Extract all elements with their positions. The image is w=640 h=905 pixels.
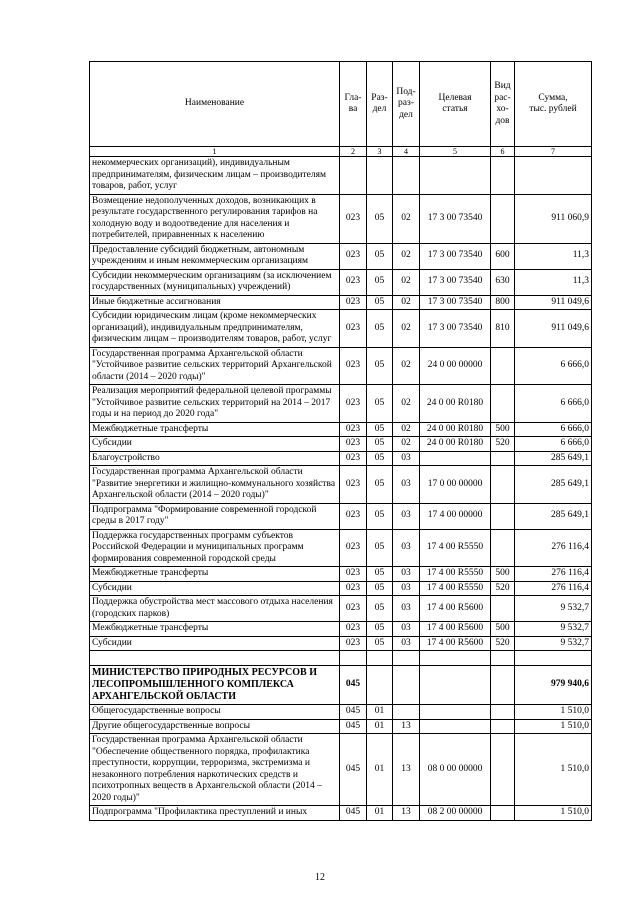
row-sum: 1 510,0 [515,705,592,720]
header-podrazdel: Под- раз- дел [393,62,420,147]
row-vid: 600 [491,243,515,269]
column-number-row [90,147,592,157]
row-target [420,451,491,466]
row-vid: 800 [491,295,515,310]
row-vid [491,347,515,385]
table-row [90,194,592,243]
row-podrazdel: 02 [393,437,420,452]
row-glava: 023 [340,194,367,243]
row-glava: 045 [340,806,367,821]
row-name: Иные бюджетные ассигнования [90,295,340,310]
row-target [420,719,491,734]
table-row [90,243,592,269]
row-target: 17 3 00 73540 [420,269,491,295]
row-vid: 520 [491,636,515,651]
row-vid: 520 [491,437,515,452]
row-sum: 911 060,9 [515,194,592,243]
row-razdel: 05 [367,596,393,622]
row-name: Государственная программа Архангельской области "Устойчивое развитие сельских территорий Архангельской области (2014 – 2020 годы)" [90,347,340,385]
row-target: 24 0 00 R0180 [420,437,491,452]
row-razdel: 05 [367,422,393,437]
table-row [90,157,592,195]
row-sum: 285 649,1 [515,451,592,466]
row-glava: 023 [340,581,367,596]
table-row [90,567,592,582]
table-row [90,719,592,734]
row-target: 17 4 00 R5550 [420,567,491,582]
table-row [90,295,592,310]
header-sum: Сумма, тыс. рублей [515,62,592,147]
row-name: Реализация мероприятий федеральной целевой программы "Устойчивое развитие сельских территорий на 2014 – 2017 годы и на период до 2020 года" [90,385,340,423]
table-row [90,705,592,720]
table-row [90,310,592,348]
header-target: Целевая статья [420,62,491,147]
row-name: Поддержка государственных программ субъектов Российской Федерации и муниципальных программ формирования современной городской среды [90,529,340,567]
row-vid [491,651,515,666]
row-sum: 1 510,0 [515,719,592,734]
row-sum: 911 049,6 [515,310,592,348]
column-number: 1 [90,147,340,157]
row-vid [491,719,515,734]
row-sum: 6 666,0 [515,385,592,423]
row-vid [491,466,515,504]
table-row [90,422,592,437]
row-name: Межбюджетные трансферты [90,422,340,437]
table-row [90,734,592,806]
table-row [90,269,592,295]
row-razdel: 05 [367,295,393,310]
row-podrazdel [393,157,420,195]
row-vid [491,596,515,622]
row-target: 24 0 00 R0180 [420,385,491,423]
row-podrazdel: 03 [393,529,420,567]
row-glava: 023 [340,295,367,310]
row-sum: 6 666,0 [515,347,592,385]
row-razdel [367,651,393,666]
page-number: 12 [315,872,325,883]
row-sum: 911 049,6 [515,295,592,310]
row-name: Возмещение недополученных доходов, возникающих в результате государственного регулирования тарифов на холодную воду и водоотведение для населения и потребителей, приравненных к населению [90,194,340,243]
row-name: Поддержка обустройства мест массового отдыха населения (городских парков) [90,596,340,622]
row-target: 17 3 00 73540 [420,310,491,348]
row-name: Подпрограмма "Формирование современной городской среды в 2017 году" [90,503,340,529]
row-name: МИНИСТЕРСТВО ПРИРОДНЫХ РЕСУРСОВ И ЛЕСОПРОМЫШЛЕННОГО КОМПЛЕКСА АРХАНГЕЛЬСКОЙ ОБЛАСТИ [90,666,340,705]
row-podrazdel: 03 [393,567,420,582]
table-row [90,385,592,423]
row-vid: 500 [491,622,515,637]
row-glava: 023 [340,347,367,385]
row-glava: 023 [340,310,367,348]
row-name: Подпрограмма "Профилактика преступлений и иных [90,806,340,821]
row-glava: 023 [340,567,367,582]
row-name: Субсидии [90,636,340,651]
table-row [90,529,592,567]
row-sum: 6 666,0 [515,437,592,452]
row-glava: 023 [340,529,367,567]
row-razdel: 01 [367,719,393,734]
row-podrazdel: 13 [393,806,420,821]
row-sum: 276 116,4 [515,529,592,567]
row-razdel: 05 [367,269,393,295]
row-podrazdel [393,666,420,705]
row-glava: 045 [340,719,367,734]
row-podrazdel: 03 [393,466,420,504]
row-target: 24 0 00 00000 [420,347,491,385]
row-glava: 045 [340,666,367,705]
row-vid [491,157,515,195]
row-razdel: 05 [367,581,393,596]
row-sum [515,157,592,195]
row-glava: 023 [340,269,367,295]
row-razdel: 05 [367,385,393,423]
row-razdel: 05 [367,437,393,452]
row-sum: 11,3 [515,269,592,295]
row-razdel: 05 [367,529,393,567]
table-header-row [90,62,592,147]
row-razdel: 05 [367,194,393,243]
row-sum: 9 532,7 [515,636,592,651]
column-number: 3 [367,147,393,157]
row-sum: 285 649,1 [515,466,592,504]
table-row [90,666,592,705]
column-number: 7 [515,147,592,157]
row-glava: 045 [340,734,367,806]
row-glava: 023 [340,636,367,651]
row-sum: 1 510,0 [515,734,592,806]
row-razdel: 05 [367,243,393,269]
row-glava: 023 [340,466,367,504]
row-sum: 276 116,4 [515,581,592,596]
row-sum: 979 940,6 [515,666,592,705]
row-target [420,651,491,666]
row-target: 17 3 00 73540 [420,243,491,269]
row-name: Общегосударственные вопросы [90,705,340,720]
row-podrazdel: 03 [393,581,420,596]
row-sum: 11,3 [515,243,592,269]
row-glava: 023 [340,385,367,423]
row-name: Субсидии некоммерческим организациям (за исключением государственных (муниципальных) учреждений) [90,269,340,295]
row-podrazdel: 02 [393,422,420,437]
header-vid: Вид рас- хо- дов [491,62,515,147]
row-target: 17 4 00 R5600 [420,622,491,637]
column-number: 5 [420,147,491,157]
row-sum: 9 532,7 [515,596,592,622]
row-target [420,666,491,705]
row-vid [491,529,515,567]
row-name: Государственная программа Архангельской области "Развитие энергетики и жилищно-коммунального хозяйства Архангельской области (2014 – 2020 годы)" [90,466,340,504]
row-podrazdel: 02 [393,347,420,385]
header-razdel: Раз- дел [367,62,393,147]
row-glava: 045 [340,705,367,720]
table-row [90,636,592,651]
table-row [90,622,592,637]
row-razdel: 05 [367,622,393,637]
row-razdel: 05 [367,503,393,529]
row-name: Межбюджетные трансферты [90,622,340,637]
row-razdel: 01 [367,806,393,821]
row-podrazdel: 02 [393,385,420,423]
row-podrazdel: 03 [393,451,420,466]
row-vid [491,806,515,821]
row-podrazdel: 13 [393,734,420,806]
row-podrazdel: 13 [393,719,420,734]
header-glava: Гла- ва [340,62,367,147]
row-name: Межбюджетные трансферты [90,567,340,582]
row-razdel: 05 [367,636,393,651]
row-razdel: 05 [367,451,393,466]
row-razdel: 01 [367,705,393,720]
row-vid: 500 [491,422,515,437]
row-podrazdel [393,651,420,666]
row-glava [340,157,367,195]
row-podrazdel [393,705,420,720]
row-podrazdel: 02 [393,269,420,295]
row-podrazdel: 03 [393,636,420,651]
row-vid [491,705,515,720]
row-glava: 023 [340,596,367,622]
row-glava: 023 [340,422,367,437]
row-name: Предоставление субсидий бюджетным, автономным учреждениям и иным некоммерческим организациям [90,243,340,269]
row-glava: 023 [340,622,367,637]
row-target: 08 0 00 00000 [420,734,491,806]
row-vid: 520 [491,581,515,596]
row-target: 17 4 00 R5550 [420,581,491,596]
row-podrazdel: 02 [393,243,420,269]
row-vid [491,503,515,529]
table-row [90,347,592,385]
row-razdel: 01 [367,734,393,806]
row-name: Другие общегосударственные вопросы [90,719,340,734]
row-vid [491,385,515,423]
row-podrazdel: 03 [393,503,420,529]
row-podrazdel: 03 [393,596,420,622]
row-sum: 276 116,4 [515,567,592,582]
table-row [90,596,592,622]
row-name: Субсидии [90,581,340,596]
row-sum [515,651,592,666]
row-sum: 9 532,7 [515,622,592,637]
row-vid: 500 [491,567,515,582]
row-vid [491,734,515,806]
row-glava: 023 [340,437,367,452]
row-sum: 1 510,0 [515,806,592,821]
row-name [90,651,340,666]
table-row [90,503,592,529]
row-name: некоммерческих организаций), индивидуальным предпринимателям, физическим лицам – производителям товаров, работ, услуг [90,157,340,195]
row-target [420,157,491,195]
table-row [90,466,592,504]
row-vid: 810 [491,310,515,348]
row-target: 17 3 00 73540 [420,295,491,310]
row-glava: 023 [340,243,367,269]
row-podrazdel: 02 [393,310,420,348]
row-target: 24 0 00 R0180 [420,422,491,437]
table-row [90,451,592,466]
row-target [420,705,491,720]
row-razdel: 05 [367,347,393,385]
row-target: 17 4 00 00000 [420,503,491,529]
row-sum: 6 666,0 [515,422,592,437]
column-number: 2 [340,147,367,157]
row-glava [340,651,367,666]
row-razdel [367,666,393,705]
row-target: 17 0 00 00000 [420,466,491,504]
header-name: Наименование [90,62,340,147]
row-razdel: 05 [367,567,393,582]
row-sum: 285 649,1 [515,503,592,529]
row-podrazdel: 02 [393,295,420,310]
row-vid [491,451,515,466]
row-name: Благоустройство [90,451,340,466]
budget-table-sheet [89,61,591,821]
row-target: 17 4 00 R5600 [420,636,491,651]
row-podrazdel: 02 [393,194,420,243]
row-name: Государственная программа Архангельской области "Обеспечение общественного порядка, профилактика преступности, коррупции, терроризма, экстремизма и незаконного потребления наркотических средств и психотропных веществ в Архангельской области (2014 – 2020 годы)" [90,734,340,806]
column-number: 4 [393,147,420,157]
row-target: 17 4 00 R5600 [420,596,491,622]
row-vid [491,194,515,243]
row-razdel: 05 [367,310,393,348]
row-glava: 023 [340,451,367,466]
row-name: Субсидии юридическим лицам (кроме некоммерческих организаций), индивидуальным предпринимателям, физическим лицам – производителям товаров, работ, услуг [90,310,340,348]
table-row [90,437,592,452]
row-razdel: 05 [367,466,393,504]
column-number: 6 [491,147,515,157]
row-glava: 023 [340,503,367,529]
table-row [90,806,592,821]
row-target: 17 4 00 R5550 [420,529,491,567]
row-target: 17 3 00 73540 [420,194,491,243]
row-vid [491,666,515,705]
row-podrazdel: 03 [393,622,420,637]
row-target: 08 2 00 00000 [420,806,491,821]
row-vid: 630 [491,269,515,295]
table-row [90,651,592,666]
row-razdel [367,157,393,195]
table-row [90,581,592,596]
budget-table [89,61,592,821]
row-name: Субсидии [90,437,340,452]
